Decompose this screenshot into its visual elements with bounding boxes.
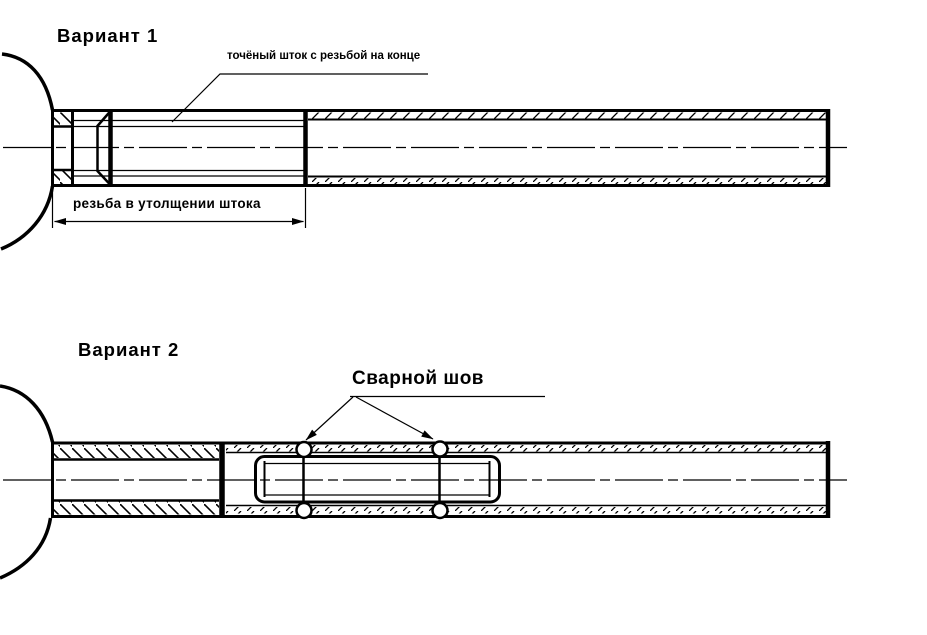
variant2-title: Вариант 2 xyxy=(78,339,180,360)
variant2-drawing xyxy=(0,386,847,578)
tube-wall-hatch-top xyxy=(226,445,827,452)
tube-wall-hatch-top xyxy=(308,113,827,119)
rod-wall-hatch-top xyxy=(53,445,219,458)
weld-leader-right xyxy=(356,397,433,439)
variant1-rod-label: точёный шток с резьбой на конце xyxy=(227,50,421,62)
variant1-drawing xyxy=(1,54,847,249)
weld-spot xyxy=(433,503,448,518)
tube-wall-hatch-bottom xyxy=(308,178,827,184)
rod-section-hatch-bottom xyxy=(54,170,72,184)
body-outline-top-curve xyxy=(0,386,53,442)
body-outline-bottom-curve xyxy=(0,518,51,578)
tube-wall-hatch-bottom xyxy=(226,507,827,514)
variant1-dimension-label: резьба в утолщении штока xyxy=(73,196,261,211)
variant2-weld-label: Сварной шов xyxy=(352,368,484,389)
weld-spot xyxy=(297,503,312,518)
body-outline-bottom-curve xyxy=(1,186,53,249)
weld-spot xyxy=(297,442,312,457)
rod-wall-hatch-bottom xyxy=(53,502,219,515)
weld-spot xyxy=(433,442,448,457)
variant1-title: Вариант 1 xyxy=(57,25,159,46)
rod-section-hatch-top xyxy=(54,113,72,127)
body-outline-top-curve xyxy=(2,54,53,110)
weld-leader-left xyxy=(306,397,353,440)
